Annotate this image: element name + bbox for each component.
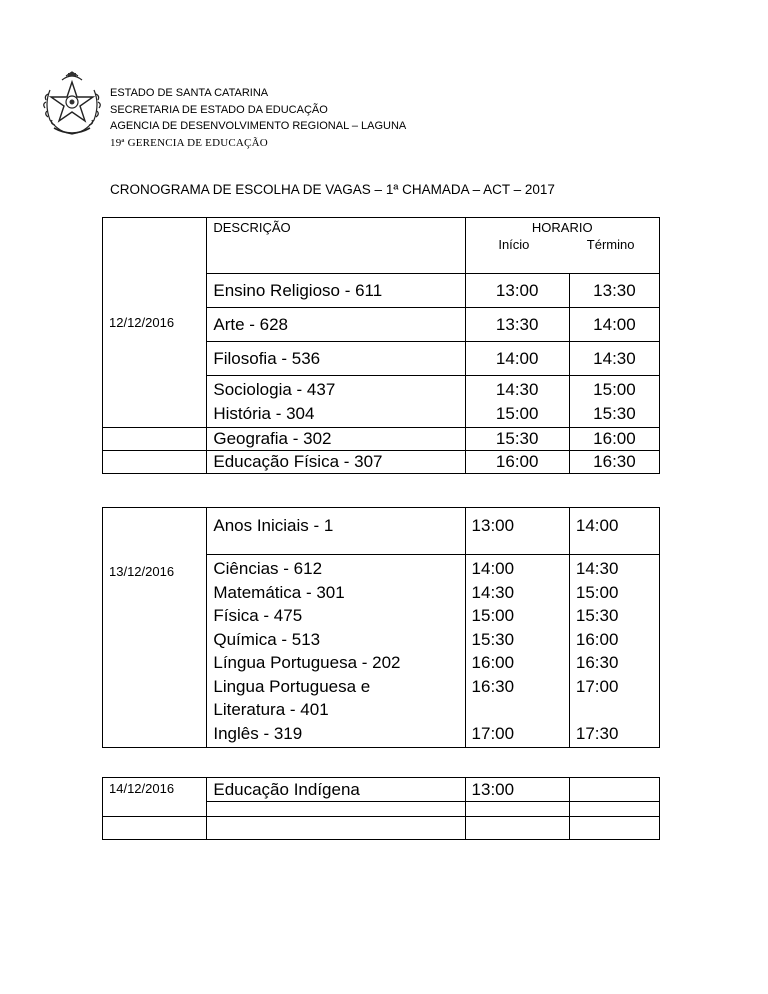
desc-column <box>207 555 465 748</box>
table-row <box>103 428 660 451</box>
header-line-gerencia: 19ª GERENCIA DE EDUCAÇÃO <box>110 136 268 149</box>
row-inicio-pair <box>465 376 569 428</box>
row-desc: Física - 475 <box>213 606 303 625</box>
empty-cell <box>465 817 569 840</box>
row-desc: Sociologia - 437 <box>213 380 336 399</box>
termino-column <box>569 555 659 748</box>
column-header-termino: Término <box>586 237 635 252</box>
column-header-descricao: DESCRIÇÃO <box>207 218 465 274</box>
row-termino: 15:00 <box>575 582 619 602</box>
row-inicio: 13:00 <box>465 274 569 308</box>
schedule-table-12-12 <box>102 217 660 474</box>
empty-date-cell <box>103 428 207 451</box>
row-inicio: 13:30 <box>465 308 569 342</box>
schedule-table-14-12 <box>102 777 660 840</box>
row-termino: 17:00 <box>575 676 619 696</box>
row-inicio: 15:30 <box>471 629 515 649</box>
table-row <box>103 778 660 802</box>
row-desc: Inglês - 319 <box>213 723 303 743</box>
row-desc: Anos Iniciais - 1 <box>207 508 465 555</box>
date-cell: 14/12/2016 <box>103 778 207 817</box>
row-termino: 15:30 <box>575 606 619 625</box>
row-desc: Ensino Religioso - 611 <box>207 274 465 308</box>
row-inicio: 14:00 <box>471 559 515 578</box>
document-title: CRONOGRAMA DE ESCOLHA DE VAGAS – 1ª CHAMADA – ACT – 2017 <box>110 182 555 197</box>
empty-date-cell <box>103 451 207 474</box>
row-termino: 15:30 <box>593 403 636 423</box>
empty-cell <box>207 817 465 840</box>
row-termino: 16:30 <box>569 451 659 474</box>
header-line-secretaria: SECRETARIA DE ESTADO DA EDUCAÇÃO <box>110 103 328 116</box>
row-termino: 13:30 <box>569 274 659 308</box>
row-termino: 15:00 <box>593 380 636 399</box>
table-header-row <box>103 218 660 274</box>
empty-cell <box>207 802 465 817</box>
row-desc: História - 304 <box>213 403 315 423</box>
row-termino <box>569 778 659 802</box>
row-desc: Educação Indígena <box>207 778 465 802</box>
row-inicio: 13:00 <box>465 508 569 555</box>
row-termino: 14:00 <box>569 508 659 555</box>
date-cell: 12/12/2016 <box>103 218 207 428</box>
row-termino <box>576 698 653 722</box>
row-termino: 16:30 <box>575 653 619 672</box>
row-desc: Geografia - 302 <box>207 428 465 451</box>
row-termino: 17:30 <box>575 723 619 743</box>
horario-label: HORARIO <box>531 220 593 235</box>
schedule-table-13-12 <box>102 507 660 748</box>
row-termino: 14:30 <box>569 342 659 376</box>
inicio-column <box>465 555 569 748</box>
empty-cell <box>569 802 659 817</box>
row-termino: 14:00 <box>569 308 659 342</box>
row-termino-pair <box>569 376 659 428</box>
row-desc: Lingua Portuguesa e <box>213 676 371 696</box>
row-inicio: 15:00 <box>495 403 539 423</box>
row-inicio: 14:00 <box>465 342 569 376</box>
row-inicio: 16:00 <box>471 653 515 672</box>
row-termino: 16:00 <box>569 428 659 451</box>
row-inicio: 13:00 <box>465 778 569 802</box>
date-label: 13/12/2016 <box>109 564 175 579</box>
table-row <box>103 451 660 474</box>
row-inicio: 17:00 <box>471 723 515 743</box>
row-inicio: 16:00 <box>465 451 569 474</box>
row-desc: Literatura - 401 <box>213 700 329 719</box>
row-desc: Educação Física - 307 <box>207 451 465 474</box>
row-termino: 16:00 <box>575 629 619 649</box>
empty-cell <box>103 817 207 840</box>
header-line-state: ESTADO DE SANTA CATARINA <box>110 87 269 99</box>
empty-cell <box>569 817 659 840</box>
row-desc: Química - 513 <box>213 629 321 649</box>
column-header-horario <box>465 218 659 274</box>
row-desc: Arte - 628 <box>207 308 465 342</box>
row-desc-pair <box>207 376 465 428</box>
state-coat-of-arms-icon <box>40 70 104 138</box>
row-inicio: 15:30 <box>465 428 569 451</box>
column-header-inicio: Início <box>498 237 530 252</box>
row-desc: Língua Portuguesa - 202 <box>213 653 401 672</box>
header-line-agencia: AGENCIA DE DESENVOLVIMENTO REGIONAL – LAGUNA <box>110 120 407 132</box>
table-row <box>103 508 660 555</box>
empty-cell <box>465 802 569 817</box>
header-block <box>110 85 406 151</box>
date-cell <box>103 508 207 748</box>
row-inicio: 15:00 <box>471 606 515 625</box>
table-row <box>103 817 660 840</box>
row-inicio: 14:30 <box>471 582 515 602</box>
row-desc: Ciências - 612 <box>213 559 323 578</box>
row-inicio: 16:30 <box>471 676 515 696</box>
row-inicio: 14:30 <box>495 380 539 399</box>
row-inicio <box>472 698 563 722</box>
row-desc: Matemática - 301 <box>213 582 345 602</box>
row-termino: 14:30 <box>575 559 619 578</box>
row-desc: Filosofia - 536 <box>207 342 465 376</box>
